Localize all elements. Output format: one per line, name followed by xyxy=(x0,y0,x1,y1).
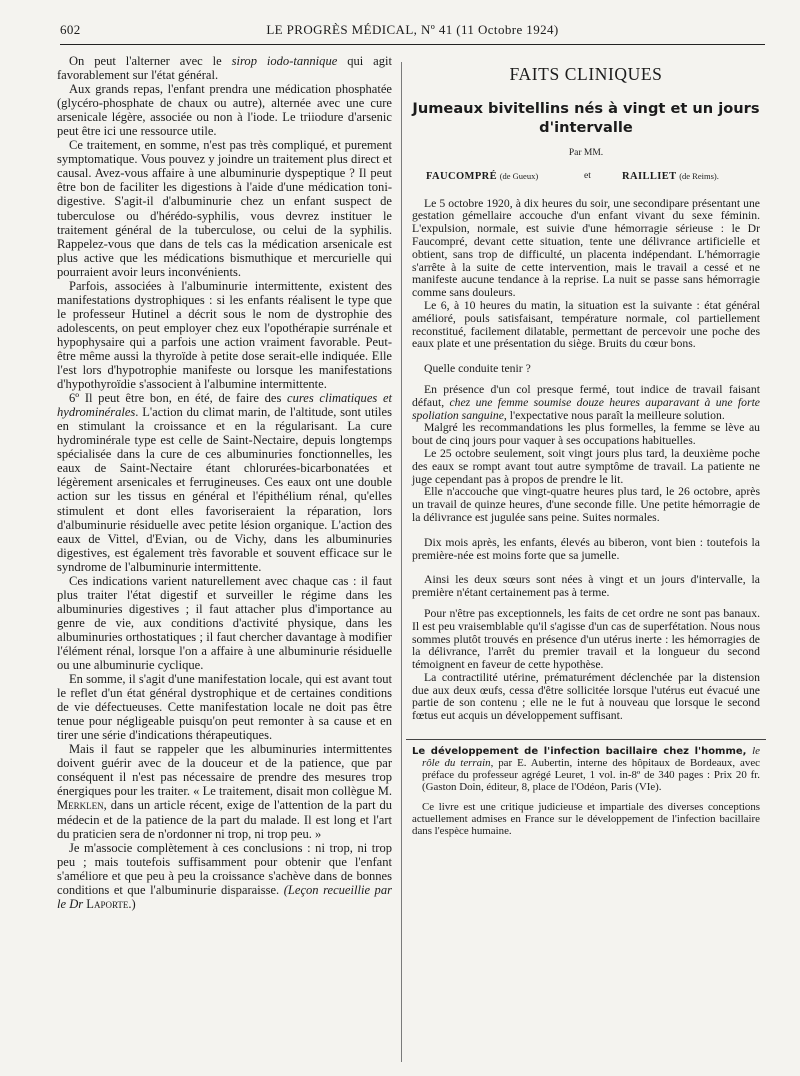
book-review xyxy=(412,746,760,837)
paragraph: Ce traitement, en somme, n'est pas très compliqué, et purement symptomatique. Vous pouvez y joindre un traitement plus direct et causal. Avez-vous affaire à une albuminurie dyspeptique ? Il peut être bon de faciliter les digestions à l'aide d'une médication toni-digestive. S'agit-il d'albuminurie chez un enfant suspect de tuberculose ou d'hérédo-syphilis, vous devrez instituer le traitement général de la tuberculose, ou celui de la syphilis. Rappelez-vous que dans de tels cas la médication arsenicale est plus active que les médications bismuthique et mercurielle qui pourraient avoir leurs inconvénients. xyxy=(57,138,392,279)
review-citation: Le développement de l'infection bacillaire chez l'homme, le rôle du terrain, par E. Aubertin, interne des hôpitaux de Bordeaux, avec préface du professeur agrégé Leuret, 1 vol. in-8º de 340 pages : Prix 20 fr. (Gaston Doin, éditeur, 8, place de l'Odéon, Paris (VIe). xyxy=(412,745,760,793)
author-conjunction: et xyxy=(584,170,591,181)
paragraph: Pour n'être pas exceptionnels, les faits de cet ordre ne sont pas banaux. Il est peu vraisemblable qu'il s'agisse d'un cas de superfétation. Nous nous sommes plutôt trouvés en présence d'un utérus inerte : les hémorragies de la délivrance, l'arrêt du premier travail et la longueur du second témoignent en faveur de cette hypothèse. xyxy=(412,606,760,672)
paragraph: Parfois, associées à l'albuminurie intermittente, existent des manifestations dystrophiques : si les enfants réalisent le type que le professeur Hutinel a décrit sous le nom de dystrophie des adolescents, on peut employer chez eux l'opothérapie surrénale et hypophysaire qui a parfois une action vraiment favorable. Peut-être même aussi la thyroïde à petite dose serait-elle indiquée. Elle l'est lors d'hypotrophie manifeste ou lorsque les manifestations d'hypothyroïdie s'associent à l'albumine intermittente. xyxy=(57,278,392,392)
paragraph: Ainsi les deux sœurs sont nées à vingt et un jours d'intervalle, la première n'étant certainement pas à terme. xyxy=(412,573,760,600)
byline-intro: Par MM. xyxy=(568,147,604,158)
section-title: FAITS CLINIQUES xyxy=(509,64,663,84)
paragraph: Le 5 octobre 1920, à dix heures du soir, une secondipare présentant une gestation gémellaire accouche d'un enfant vivant du sexe féminin. L'expulsion, normale, est suivie d'une hémorragie sérieuse : le Dr Faucompré, devant cette situation, tente une délivrance artificielle et obtient, sans trop de difficulté, un placenta indépendant. L'hémorragie s'arrête à la suite de cette intervention, mais le travail a cessé et ne manifeste aucune tendance à la reprise. La nuit se passe sans hémorragie comme sans douleurs. xyxy=(412,196,760,300)
author-1: FAUCOMPRÉ (de Gueux) xyxy=(426,170,539,182)
paragraph: En somme, il s'agit d'une manifestation locale, qui est avant tout le reflet d'un état général dystrophique et de certaines conditions de vie défectueuses. Cette manifestation locale ne doit pas être tenue pour négligeable puisqu'on peut remonter à sa cause et en tirer une série d'indications thérapeutiques. xyxy=(57,672,392,743)
running-header xyxy=(60,20,765,45)
left-column xyxy=(57,54,392,911)
paragraph: Aux grands repas, l'enfant prendra une médication phosphatée (glycéro-phosphate de chaux ou autre), alternée avec une cure arsenicale légère, associée ou non à l'iode. Le triiodure d'arsenic peut être ici une ressource utile. xyxy=(57,82,392,139)
paragraph: Malgré les recommandations les plus formelles, la femme se lève au bout de cinq jours pour vaquer à ses occupations habituelles. xyxy=(412,421,760,448)
article-title: Jumeaux bivitellins nés à vingt et un jours d'intervalle xyxy=(412,99,760,136)
paragraph: Ces indications varient naturellement avec chaque cas : il faut plus traiter l'état digestif et surveiller le régime dans les albuminuries digestives ; il faut attacher plus d'importance au genre de vie, aux conditions d'activité physique, dans les albuminuries orthostatiques ; il faut chercher davantage à modifier l'élément rénal, lorsque l'on a affaire à une albuminurie résiduelle ou une albuminurie cyclique. xyxy=(57,573,392,673)
paragraph: La contractilité utérine, prématurément déclenchée par la distension due aux deux œufs, cessa d'être sollicitée lorsque l'utérus eut évacué une partie de son contenu ; elle ne le fut à nouveau que lorsque le second fœtus eut acquis un développement suffisant. xyxy=(412,670,760,723)
paragraph: 6º Il peut être bon, en été, de faire des cures climatiques et hydrominérales. L'action du climat marin, de l'altitude, sont utiles en stimulant la croissance et en la régularisant. La cure hydrominérale type est celle de Saint-Nectaire, depuis longtemps spécialisée dans la cure de ces albuminuries fonctionnelles, les eaux de Saint-Nectaire étant chlorurées-bicarbonatées et légèrement arsenicales et ferrugineuses. Ces eaux ont une double action sur les tissus en général et l'épithélium rénal, qu'elles stimulent et dont elles favoriseraient la réparation, lors d'albuminurie résiduelle avec petite lésion organique. L'action des eaux de Vittel, d'Evian, ou de Vichy, dans les albuminuries digestives, est également très favorable et souvent efficace sur le syndrome de l'albuminurie intermittente. xyxy=(57,391,392,574)
right-column xyxy=(412,54,760,837)
question-line: Quelle conduite tenir ? xyxy=(424,362,531,376)
paragraph: En présence d'un col presque fermé, tout indice de travail faisant défaut, chez une femme soumise douze heures auparavant à une forte spoliation sanguine, l'expectative nous paraît la meilleure solution. xyxy=(412,382,760,422)
paragraph: Mais il faut se rappeler que les albuminuries intermittentes doivent guérir avec de la douceur et de la patience, que par conséquent il n'est pas nécessaire de prendre des mesures trop énergiques pour les traiter. « Le traitement, disait mon collègue M. Merklen, dans un article récent, exige de l'attention de la part du médecin et de la patience de la part du malade. Il est long et l'art du praticien sera de n'ordonner ni trop, ni trop peu. » xyxy=(57,742,392,841)
paragraph: Le 25 octobre seulement, soit vingt jours plus tard, la deuxième poche des eaux se rompt avant tout autre symptôme de travail. La patiente ne juge cependant pas à propos de prendre le lit. xyxy=(412,446,760,486)
review-text: Ce livre est une critique judicieuse et impartiale des diverses conceptions actuellement admises en France sur le développement de l'infection bacillaire dans l'espèce humaine. xyxy=(412,800,760,837)
running-title: LE PROGRÈS MÉDICAL, Nº 41 (11 Octobre 1924) xyxy=(266,22,559,37)
paragraph: Je m'associe complètement à ces conclusions : ni trop, ni trop peu ; mais toutefois suffisamment pour obtenir que l'enfant s'améliore et que peu à peu la croissance s'achève dans de bonnes conditions et que l'albuminurie disparaisse. (Leçon recueillie par le Dr Laporte.) xyxy=(57,840,392,911)
paragraph: On peut l'alterner avec le sirop iodo-tannique qui agit favorablement sur l'état général. xyxy=(57,54,392,83)
author-2: RAILLIET (de Reims). xyxy=(622,170,719,182)
column-divider xyxy=(401,62,402,1062)
paragraph: Le 6, à 10 heures du matin, la situation est la suivante : état général amélioré, pouls satisfaisant, température normale, col partiellement reconstitué, facilement dilatable, permettant de percevoir une poche des eaux plate et une présentation du siège. Bruits du cœur bons. xyxy=(412,298,760,351)
paragraph: Elle n'accouche que vingt-quatre heures plus tard, le 26 octobre, après un travail de quinze heures, d'une seconde fille. Une petite hémorragie de la délivrance est jugulée sans peine. Suites normales. xyxy=(412,485,760,524)
paragraph: Dix mois après, les enfants, élevés au biberon, vont bien : toutefois la première-née est moins forte que sa jumelle. xyxy=(412,535,760,562)
page-number: 602 xyxy=(60,22,81,37)
review-divider xyxy=(406,739,766,740)
authors xyxy=(412,170,760,184)
